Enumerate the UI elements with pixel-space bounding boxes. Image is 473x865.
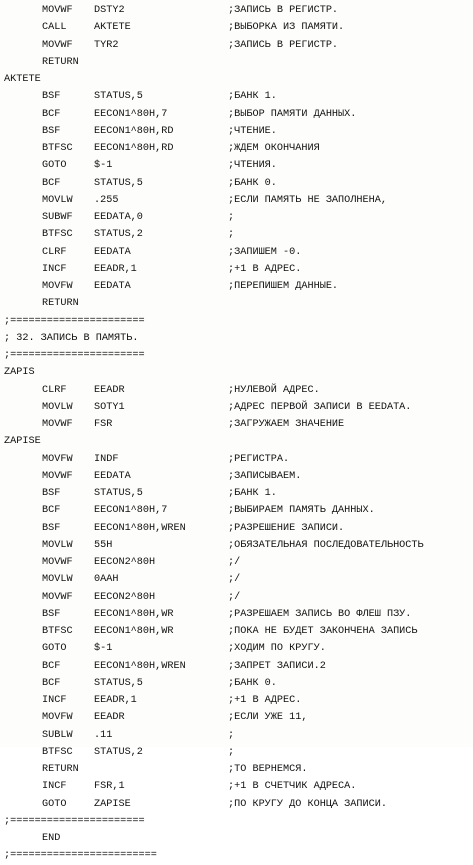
- mnemonic: GOTO: [42, 798, 67, 810]
- comment: ;РЕГИСТРА.: [228, 453, 290, 465]
- comment: ;ПО КРУГУ ДО КОНЦА ЗАПИСИ.: [228, 798, 387, 810]
- code-line: [4, 416, 470, 433]
- code-line: [4, 761, 470, 778]
- comment: ;ПЕРЕПИШЕМ ДАННЫЕ.: [228, 281, 339, 292]
- code-line: [4, 106, 470, 123]
- comment: ;/: [228, 557, 241, 568]
- mnemonic: BCF: [42, 660, 61, 672]
- code-line: [4, 295, 470, 312]
- mnemonic: BSF: [42, 91, 61, 103]
- operand: STATUS,2: [94, 746, 143, 758]
- code-line: [4, 140, 470, 157]
- comment: ;: [228, 729, 235, 741]
- operand: EECON1^80H,RD: [94, 125, 174, 137]
- mnemonic: RETURN: [42, 56, 79, 68]
- mnemonic: BSF: [42, 125, 61, 137]
- separator-comment: ;======================: [4, 315, 145, 327]
- comment: ;ВЫБИРАЕМ ПАМЯТЬ ДАННЫХ.: [228, 505, 375, 517]
- code-line: [4, 54, 470, 71]
- comment: ;ПОКА НЕ БУДЕТ ЗАКОНЧЕНА ЗАПИСЬ: [228, 626, 418, 637]
- operand: EEDATA,0: [94, 212, 143, 223]
- operand: EECON2^80H: [94, 591, 156, 603]
- operand: EECON1^80H,WREN: [94, 660, 186, 672]
- mnemonic: RETURN: [42, 298, 79, 310]
- comment: ;ОБЯЗАТЕЛЬНАЯ ПОСЛЕДОВАТЕЛЬНОСТЬ: [228, 539, 424, 551]
- code-line: [4, 313, 470, 330]
- operand: STATUS,5: [94, 91, 143, 103]
- mnemonic: SUBLW: [42, 729, 73, 741]
- mnemonic: MOVFW: [42, 453, 73, 465]
- comment: ;: [228, 229, 235, 241]
- mnemonic: INCF: [42, 781, 67, 793]
- operand: EECON1^80H,7: [94, 108, 168, 120]
- mnemonic: CALL: [42, 22, 67, 34]
- code-label: AKTETE: [4, 74, 41, 85]
- mnemonic: MOVFW: [42, 281, 73, 292]
- code-line: [4, 796, 470, 813]
- comment: ;РАЗРЕШЕНИЕ ЗАПИСИ.: [228, 522, 345, 534]
- operand: $-1: [94, 160, 113, 172]
- code-line: [4, 226, 470, 243]
- operand: INDF: [94, 453, 119, 465]
- mnemonic: MOVLW: [42, 194, 73, 206]
- code-line: [4, 209, 470, 226]
- operand: FSR: [94, 419, 113, 430]
- code-line: [4, 709, 470, 726]
- mnemonic: BCF: [42, 108, 61, 120]
- operand: STATUS,5: [94, 488, 143, 499]
- code-line: [4, 554, 470, 571]
- mnemonic: CLRF: [42, 384, 67, 396]
- mnemonic: MOVLW: [42, 401, 73, 413]
- code-line: [4, 37, 470, 54]
- mnemonic: BSF: [42, 608, 61, 620]
- comment: ;ЕСЛИ ПАМЯТЬ НЕ ЗАПОЛНЕНА,: [228, 194, 387, 206]
- comment: ;ЗАГРУЖАЕМ ЗНАЧЕНИЕ: [228, 419, 345, 430]
- comment: ;ЗАПИШЕМ -0.: [228, 246, 302, 258]
- comment: ;+1 В АДРЕС.: [228, 695, 302, 706]
- comment: ;БАНК 1.: [228, 91, 277, 103]
- operand: SOTY1: [94, 401, 125, 413]
- code-line: [4, 692, 470, 709]
- comment: ;БАНК 1.: [228, 488, 277, 499]
- comment: ;ЖДЕМ ОКОНЧАНИЯ: [228, 143, 320, 154]
- code-line: [4, 399, 470, 416]
- comment: ;: [228, 746, 235, 758]
- operand: EEADR,1: [94, 263, 137, 275]
- mnemonic: GOTO: [42, 160, 67, 172]
- comment: ;БАНК 0.: [228, 177, 277, 189]
- operand: EECON1^80H,WR: [94, 608, 174, 620]
- comment: ;ЕСЛИ УЖЕ 11,: [228, 712, 308, 724]
- operand: STATUS,5: [94, 677, 143, 689]
- comment: ;ЧТЕНИЕ.: [228, 125, 277, 137]
- code-line: [4, 330, 470, 347]
- mnemonic: BCF: [42, 677, 61, 689]
- mnemonic: BTFSC: [42, 746, 73, 758]
- code-line: [4, 157, 470, 174]
- operand: EECON1^80H,7: [94, 505, 168, 517]
- operand: ZAPISE: [94, 798, 131, 810]
- code-line: [4, 364, 470, 381]
- code-label: ZAPISE: [4, 436, 41, 448]
- comment: ;ХОДИМ ПО КРУГУ.: [228, 643, 326, 655]
- code-line: [4, 451, 470, 468]
- code-label: ZAPIS: [4, 367, 35, 379]
- mnemonic: MOVWF: [42, 591, 73, 603]
- code-line: [4, 727, 470, 744]
- assembly-listing: [4, 2, 470, 865]
- operand: AKTETE: [94, 22, 131, 34]
- comment: ;БАНК 0.: [228, 677, 277, 689]
- mnemonic: GOTO: [42, 643, 67, 655]
- code-line: [4, 485, 470, 502]
- operand: .255: [94, 194, 119, 206]
- mnemonic: SUBWF: [42, 212, 73, 223]
- comment: ;ЗАПИСЬ В РЕГИСТР.: [228, 5, 339, 16]
- comment: ;ЗАПИСЫВАЕМ.: [228, 470, 302, 482]
- comment: ;/: [228, 574, 241, 586]
- operand: 55H: [94, 539, 113, 551]
- code-line: [4, 658, 470, 675]
- mnemonic: INCF: [42, 695, 67, 706]
- comment: ;+1 В СЧЕТЧИК АДРЕСА.: [228, 781, 357, 793]
- code-line: [4, 123, 470, 140]
- operand: $-1: [94, 643, 113, 655]
- mnemonic: BSF: [42, 522, 61, 534]
- operand: EEADR,1: [94, 695, 137, 706]
- comment: ;АДРЕС ПЕРВОЙ ЗАПИСИ В EEDATA.: [228, 401, 412, 413]
- mnemonic: RETURN: [42, 764, 79, 775]
- comment: ;: [228, 212, 235, 223]
- code-line: [4, 19, 470, 36]
- separator-comment: ; 32. ЗАПИСЬ В ПАМЯТЬ.: [4, 332, 139, 344]
- separator-comment: ;========================: [4, 850, 157, 862]
- operand: EEDATA: [94, 246, 131, 258]
- code-line: [4, 278, 470, 295]
- mnemonic: END: [42, 833, 61, 844]
- operand: STATUS,2: [94, 229, 143, 241]
- mnemonic: BTFSC: [42, 626, 73, 637]
- operand: EECON2^80H: [94, 557, 156, 568]
- code-line: [4, 244, 470, 261]
- code-line: [4, 175, 470, 192]
- operand: .11: [94, 729, 113, 741]
- code-line: [4, 261, 470, 278]
- operand: EEADR: [94, 712, 125, 724]
- mnemonic: MOVFW: [42, 712, 73, 724]
- code-line: [4, 847, 470, 864]
- operand: EEADR: [94, 384, 125, 396]
- mnemonic: MOVWF: [42, 39, 73, 51]
- code-line: [4, 382, 470, 399]
- code-line: [4, 606, 470, 623]
- operand: FSR,1: [94, 781, 125, 793]
- comment: ;ВЫБОР ПАМЯТИ ДАННЫХ.: [228, 108, 357, 120]
- comment: ;ТО ВЕРНЕМСЯ.: [228, 764, 308, 775]
- separator-comment: ;======================: [4, 815, 145, 827]
- code-line: [4, 520, 470, 537]
- comment: ;ВЫБОРКА ИЗ ПАМЯТИ.: [228, 22, 345, 34]
- code-line: [4, 830, 470, 847]
- operand: STATUS,5: [94, 177, 143, 189]
- code-line: [4, 192, 470, 209]
- mnemonic: MOVLW: [42, 574, 73, 586]
- comment: ;НУЛЕВОЙ АДРЕС.: [228, 384, 320, 396]
- operand: TYR2: [94, 39, 119, 51]
- mnemonic: MOVWF: [42, 557, 73, 568]
- operand: EECON1^80H,WR: [94, 626, 174, 637]
- mnemonic: BCF: [42, 177, 61, 189]
- code-line: [4, 468, 470, 485]
- mnemonic: MOVLW: [42, 539, 73, 551]
- code-line: [4, 502, 470, 519]
- operand: EECON1^80H,WREN: [94, 522, 186, 534]
- mnemonic: MOVWF: [42, 470, 73, 482]
- code-line: [4, 589, 470, 606]
- comment: ;/: [228, 591, 241, 603]
- operand: DSTY2: [94, 5, 125, 16]
- code-line: [4, 640, 470, 657]
- code-line: [4, 537, 470, 554]
- code-line: [4, 813, 470, 830]
- operand: EECON1^80H,RD: [94, 143, 174, 154]
- code-line: [4, 778, 470, 795]
- code-line: [4, 433, 470, 450]
- code-line: [4, 623, 470, 640]
- code-line: [4, 347, 470, 364]
- mnemonic: CLRF: [42, 246, 67, 258]
- code-line: [4, 88, 470, 105]
- operand: 0AAH: [94, 574, 119, 586]
- code-line: [4, 744, 470, 761]
- comment: ;РАЗРЕШАЕМ ЗАПИСЬ ВО ФЛЕШ ПЗУ.: [228, 608, 412, 620]
- operand: EEDATA: [94, 281, 131, 292]
- comment: ;+1 В АДРЕС.: [228, 263, 302, 275]
- comment: ;ЗАПИСЬ В РЕГИСТР.: [228, 39, 339, 51]
- code-line: [4, 2, 470, 19]
- operand: EEDATA: [94, 470, 131, 482]
- code-line: [4, 71, 470, 88]
- mnemonic: BTFSC: [42, 143, 73, 154]
- code-line: [4, 675, 470, 692]
- mnemonic: INCF: [42, 263, 67, 275]
- mnemonic: BTFSC: [42, 229, 73, 241]
- code-line: [4, 571, 470, 588]
- comment: ;ЧТЕНИЯ.: [228, 160, 277, 172]
- comment: ;ЗАПРЕТ ЗАПИСИ.2: [228, 660, 326, 672]
- mnemonic: BSF: [42, 488, 61, 499]
- mnemonic: MOVWF: [42, 5, 73, 16]
- mnemonic: BCF: [42, 505, 61, 517]
- separator-comment: ;======================: [4, 350, 145, 361]
- mnemonic: MOVWF: [42, 419, 73, 430]
